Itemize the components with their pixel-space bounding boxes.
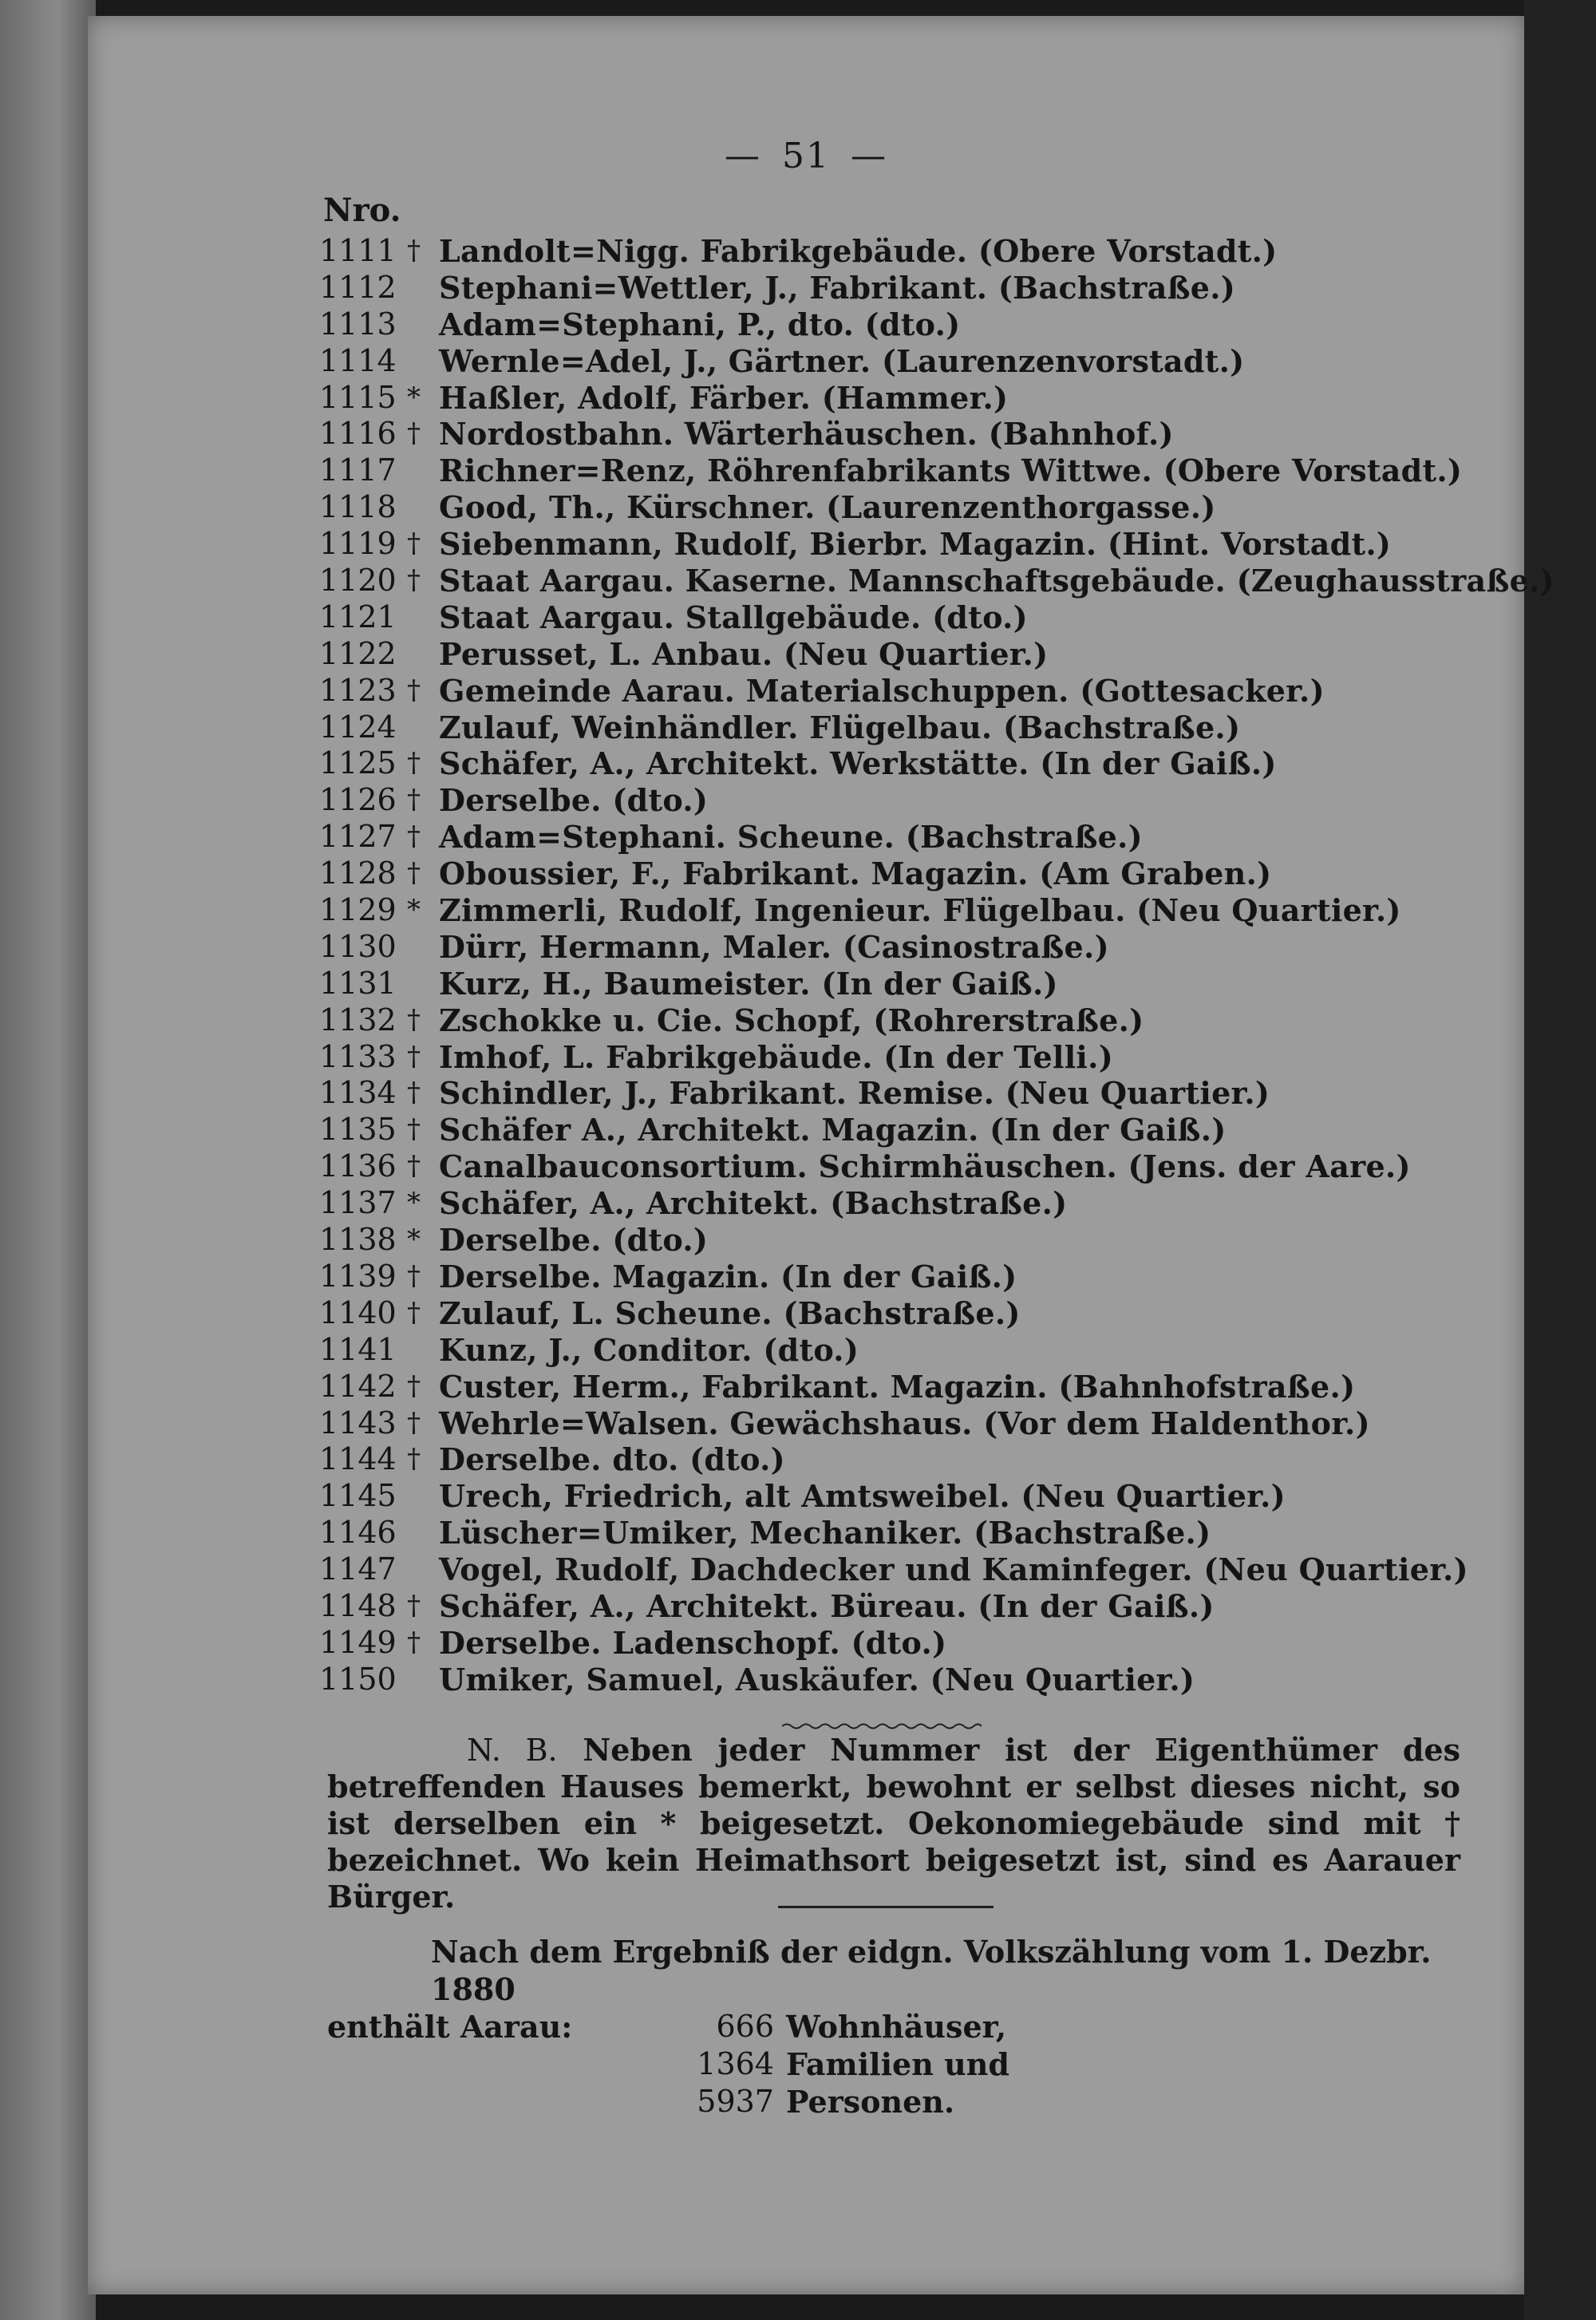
registry-entry bbox=[319, 1588, 1452, 1625]
registry-entry bbox=[319, 1112, 1452, 1148]
entry-number: 1127 bbox=[319, 819, 397, 855]
asterisk-mark-icon: * bbox=[407, 894, 421, 927]
entry-text: Urech, Friedrich, alt Amtsweibel. (Neu Quartier.) bbox=[439, 1478, 1286, 1515]
dagger-mark-icon: † bbox=[407, 1626, 421, 1658]
entry-text: Derselbe. dto. (dto.) bbox=[439, 1441, 785, 1478]
census-row bbox=[327, 2083, 1460, 2120]
entry-text: Canalbauconsortium. Schirmhäuschen. (Jens. der Aare.) bbox=[439, 1148, 1411, 1185]
entry-text: Staat Aargau. Kaserne. Mannschaftsgebäude. (Zeughausstraße.) bbox=[439, 563, 1555, 599]
registry-entry bbox=[319, 1222, 1452, 1259]
registry-entry bbox=[319, 673, 1452, 709]
entry-text: Schindler, J., Fabrikant. Remise. (Neu Quartier.) bbox=[439, 1075, 1270, 1112]
registry-entry bbox=[319, 1075, 1452, 1112]
wavy-ornament-divider bbox=[782, 1722, 982, 1730]
registry-entry bbox=[319, 1185, 1452, 1222]
census-summary bbox=[327, 1933, 1460, 2120]
entry-text: Haßler, Adolf, Färber. (Hammer.) bbox=[439, 379, 1009, 416]
registry-entry bbox=[319, 892, 1452, 929]
entry-text: Dürr, Hermann, Maler. (Casinostraße.) bbox=[439, 928, 1109, 965]
entry-text: Schäfer, A., Architekt. (Bachstraße.) bbox=[439, 1185, 1068, 1222]
book-page bbox=[88, 16, 1555, 2294]
entry-text: Schäfer, A., Architekt. Werkstätte. (In der Gaiß.) bbox=[439, 745, 1277, 782]
registry-entry bbox=[319, 380, 1452, 417]
book-spine bbox=[0, 0, 96, 2320]
entry-text: Custer, Herm., Fabrikant. Magazin. (Bahnhofstraße.) bbox=[439, 1368, 1356, 1405]
entry-number: 1144 bbox=[319, 1441, 397, 1477]
entry-text: Zimmerli, Rudolf, Ingenieur. Flügelbau. (Neu Quartier.) bbox=[439, 892, 1401, 929]
entry-number: 1145 bbox=[319, 1478, 397, 1514]
entry-text: Zulauf, L. Scheune. (Bachstraße.) bbox=[439, 1294, 1021, 1331]
registry-entry bbox=[319, 1295, 1452, 1332]
entry-text: Zschokke u. Cie. Schopf, (Rohrerstraße.) bbox=[439, 1002, 1144, 1038]
entry-number: 1130 bbox=[319, 928, 397, 964]
registry-entry bbox=[319, 306, 1452, 343]
dagger-mark-icon: † bbox=[407, 564, 421, 597]
registry-entry bbox=[319, 1515, 1452, 1551]
census-label: enthält Aarau: bbox=[327, 2009, 573, 2045]
dagger-mark-icon: † bbox=[407, 1589, 421, 1622]
entry-number: 1125 bbox=[319, 745, 397, 781]
entry-text: Lüscher=Umiker, Mechaniker. (Bachstraße.) bbox=[439, 1515, 1211, 1551]
entry-number: 1119 bbox=[319, 526, 397, 562]
entry-text: Good, Th., Kürschner. (Laurenzenthorgasse.) bbox=[439, 489, 1216, 526]
entry-number: 1134 bbox=[319, 1075, 397, 1111]
registry-entry bbox=[319, 745, 1452, 782]
entry-text: Derselbe. (dto.) bbox=[439, 1222, 709, 1259]
entry-text: Stephani=Wettler, J., Fabrikant. (Bachstraße.) bbox=[439, 269, 1236, 306]
dagger-mark-icon: † bbox=[407, 747, 421, 780]
registry-entry bbox=[319, 1259, 1452, 1295]
registry-entry bbox=[319, 636, 1452, 673]
dagger-mark-icon: † bbox=[407, 857, 421, 890]
registry-entry bbox=[319, 1405, 1452, 1442]
entry-number: 1136 bbox=[319, 1148, 397, 1184]
registry-entry bbox=[319, 819, 1452, 856]
dagger-mark-icon: † bbox=[407, 1003, 421, 1036]
entry-text: Perusset, L. Anbau. (Neu Quartier.) bbox=[439, 635, 1049, 672]
column-header-nro: Nro. bbox=[323, 192, 401, 229]
entry-number: 1143 bbox=[319, 1405, 397, 1441]
entry-number: 1126 bbox=[319, 782, 397, 818]
registry-entry bbox=[319, 1369, 1452, 1405]
registry-entry bbox=[319, 856, 1452, 892]
asterisk-mark-icon: * bbox=[407, 381, 421, 413]
dagger-mark-icon: † bbox=[407, 1040, 421, 1073]
dagger-mark-icon: † bbox=[407, 1259, 421, 1292]
dagger-mark-icon: † bbox=[407, 1369, 421, 1402]
registry-entry bbox=[319, 1148, 1452, 1185]
asterisk-mark-icon: * bbox=[407, 1187, 421, 1219]
entry-number: 1142 bbox=[319, 1368, 397, 1404]
entry-number: 1113 bbox=[319, 306, 397, 342]
entry-text: Derselbe. (dto.) bbox=[439, 782, 709, 819]
census-unit: Familien und bbox=[786, 2046, 1009, 2082]
dagger-mark-icon: † bbox=[407, 820, 421, 853]
registry-entry bbox=[319, 1625, 1452, 1662]
entry-number: 1137 bbox=[319, 1185, 397, 1221]
registry-entry bbox=[319, 599, 1452, 636]
entry-text: Derselbe. Magazin. (In der Gaiß.) bbox=[439, 1258, 1017, 1294]
entry-number: 1146 bbox=[319, 1515, 397, 1551]
note-text: Neben jeder Nummer ist der Eigenthümer des betreffenden Hauses bemerkt, bewohnt er selbst dieses nicht, so ist derselben ein * beigesetzt. Oekonomiegebäude sind mit † bezeichnet. Wo kein Heimathsort beigesetzt ist, sind es Aarauer Bürger. bbox=[327, 1732, 1460, 1915]
dagger-mark-icon: † bbox=[407, 1406, 421, 1439]
registry-entry bbox=[319, 966, 1452, 1002]
registry-entry bbox=[319, 1478, 1452, 1515]
entry-number: 1117 bbox=[319, 453, 397, 488]
entry-text: Landolt=Nigg. Fabrikgebäude. (Obere Vorstadt.) bbox=[439, 233, 1278, 269]
entry-number: 1150 bbox=[319, 1661, 397, 1697]
dagger-mark-icon: † bbox=[407, 784, 421, 816]
entry-number: 1123 bbox=[319, 672, 397, 708]
horizontal-rule bbox=[778, 1906, 994, 1908]
entry-text: Imhof, L. Fabrikgebäude. (In der Telli.) bbox=[439, 1038, 1113, 1075]
dagger-mark-icon: † bbox=[407, 528, 421, 560]
registry-entry bbox=[319, 929, 1452, 966]
asterisk-mark-icon: * bbox=[407, 1223, 421, 1256]
entry-number: 1111 bbox=[319, 233, 397, 268]
page-number bbox=[88, 136, 1524, 176]
dagger-mark-icon: † bbox=[407, 1296, 421, 1329]
entry-text: Adam=Stephani, P., dto. (dto.) bbox=[439, 306, 961, 342]
entry-text: Derselbe. Ladenschopf. (dto.) bbox=[439, 1624, 947, 1661]
registry-entry bbox=[319, 782, 1452, 819]
entry-number: 1129 bbox=[319, 892, 397, 928]
entry-number: 1148 bbox=[319, 1587, 397, 1623]
registry-entry bbox=[319, 270, 1452, 306]
entry-number: 1147 bbox=[319, 1551, 397, 1587]
page-number-value: 51 bbox=[782, 136, 830, 176]
entry-text: Wehrle=Walsen. Gewächshaus. (Vor dem Haldenthor.) bbox=[439, 1405, 1370, 1441]
entry-number: 1135 bbox=[319, 1112, 397, 1148]
registry-entry bbox=[319, 563, 1555, 599]
dagger-mark-icon: † bbox=[407, 417, 421, 450]
registry-entry bbox=[319, 1551, 1468, 1588]
registry-entry bbox=[319, 1039, 1452, 1076]
entry-text: Kurz, H., Baumeister. (In der Gaiß.) bbox=[439, 965, 1058, 1002]
entry-text: Nordostbahn. Wärterhäuschen. (Bahnhof.) bbox=[439, 416, 1174, 453]
census-value: 666 bbox=[716, 2009, 774, 2044]
entry-text: Gemeinde Aarau. Materialschuppen. (Gottesacker.) bbox=[439, 672, 1325, 709]
entry-number: 1140 bbox=[319, 1294, 397, 1330]
dagger-mark-icon: † bbox=[407, 674, 421, 706]
entry-number: 1118 bbox=[319, 489, 397, 525]
entry-number: 1132 bbox=[319, 1002, 397, 1037]
entry-number: 1121 bbox=[319, 599, 397, 634]
registry-entry bbox=[319, 1441, 1452, 1478]
entry-text: Schäfer A., Architekt. Magazin. (In der Gaiß.) bbox=[439, 1112, 1227, 1148]
dash-right: — bbox=[851, 136, 887, 176]
census-unit: Wohnhäuser, bbox=[786, 2009, 1007, 2045]
registry-entry bbox=[319, 233, 1452, 270]
census-value: 5937 bbox=[697, 2084, 774, 2119]
registry-entry bbox=[319, 1332, 1452, 1369]
entry-number: 1141 bbox=[319, 1331, 397, 1367]
entry-number: 1120 bbox=[319, 563, 397, 599]
footnote bbox=[327, 1732, 1460, 1915]
registry-entry bbox=[319, 489, 1452, 526]
registry-entry bbox=[319, 416, 1452, 453]
entry-text: Siebenmann, Rudolf, Bierbr. Magazin. (Hint. Vorstadt.) bbox=[439, 526, 1392, 563]
entry-number: 1131 bbox=[319, 965, 397, 1001]
entry-text: Kunz, J., Conditor. (dto.) bbox=[439, 1331, 859, 1368]
entry-number: 1112 bbox=[319, 269, 397, 305]
registry-entry bbox=[319, 526, 1452, 563]
dagger-mark-icon: † bbox=[407, 1113, 421, 1146]
dagger-mark-icon: † bbox=[407, 235, 421, 267]
entry-number: 1149 bbox=[319, 1624, 397, 1660]
entry-number: 1133 bbox=[319, 1038, 397, 1074]
page-edge bbox=[1524, 0, 1596, 2320]
entry-text: Oboussier, F., Fabrikant. Magazin. (Am Graben.) bbox=[439, 856, 1272, 892]
note-lead: N. B. bbox=[467, 1733, 558, 1768]
registry-entry bbox=[319, 453, 1463, 489]
entry-text: Schäfer, A., Architekt. Büreau. (In der Gaiß.) bbox=[439, 1587, 1215, 1624]
entry-text: Wernle=Adel, J., Gärtner. (Laurenzenvorstadt.) bbox=[439, 342, 1245, 379]
entry-number: 1116 bbox=[319, 416, 397, 452]
census-row bbox=[327, 2008, 1460, 2045]
census-unit: Personen. bbox=[786, 2084, 955, 2120]
entry-number: 1115 bbox=[319, 379, 397, 415]
entry-text: Staat Aargau. Stallgebäude. (dto.) bbox=[439, 599, 1028, 635]
census-value: 1364 bbox=[697, 2046, 774, 2081]
entry-number: 1139 bbox=[319, 1258, 397, 1294]
entry-number: 1128 bbox=[319, 856, 397, 891]
entry-text: Adam=Stephani. Scheune. (Bachstraße.) bbox=[439, 819, 1143, 856]
registry-entry bbox=[319, 709, 1452, 746]
registry-entry bbox=[319, 1002, 1452, 1039]
entry-text: Zulauf, Weinhändler. Flügelbau. (Bachstraße.) bbox=[439, 709, 1241, 745]
dagger-mark-icon: † bbox=[407, 1443, 421, 1476]
census-intro: Nach dem Ergebniß der eidgn. Volkszählung vom 1. Dezbr. 1880 bbox=[431, 1934, 1432, 2007]
entry-number: 1138 bbox=[319, 1222, 397, 1258]
registry-entry bbox=[319, 343, 1452, 380]
dash-left: — bbox=[725, 136, 761, 176]
entry-number: 1114 bbox=[319, 342, 397, 378]
entry-text: Umiker, Samuel, Auskäufer. (Neu Quartier.) bbox=[439, 1661, 1195, 1698]
entry-number: 1124 bbox=[319, 709, 397, 745]
house-registry-list bbox=[319, 233, 1555, 1698]
registry-entry bbox=[319, 1662, 1452, 1698]
entry-text: Vogel, Rudolf, Dachdecker und Kaminfeger. (Neu Quartier.) bbox=[439, 1551, 1468, 1588]
dagger-mark-icon: † bbox=[407, 1150, 421, 1183]
entry-number: 1122 bbox=[319, 635, 397, 671]
dagger-mark-icon: † bbox=[407, 1077, 421, 1109]
entry-text: Richner=Renz, Röhrenfabrikants Wittwe. (Obere Vorstadt.) bbox=[439, 453, 1463, 489]
census-row bbox=[327, 2045, 1460, 2083]
